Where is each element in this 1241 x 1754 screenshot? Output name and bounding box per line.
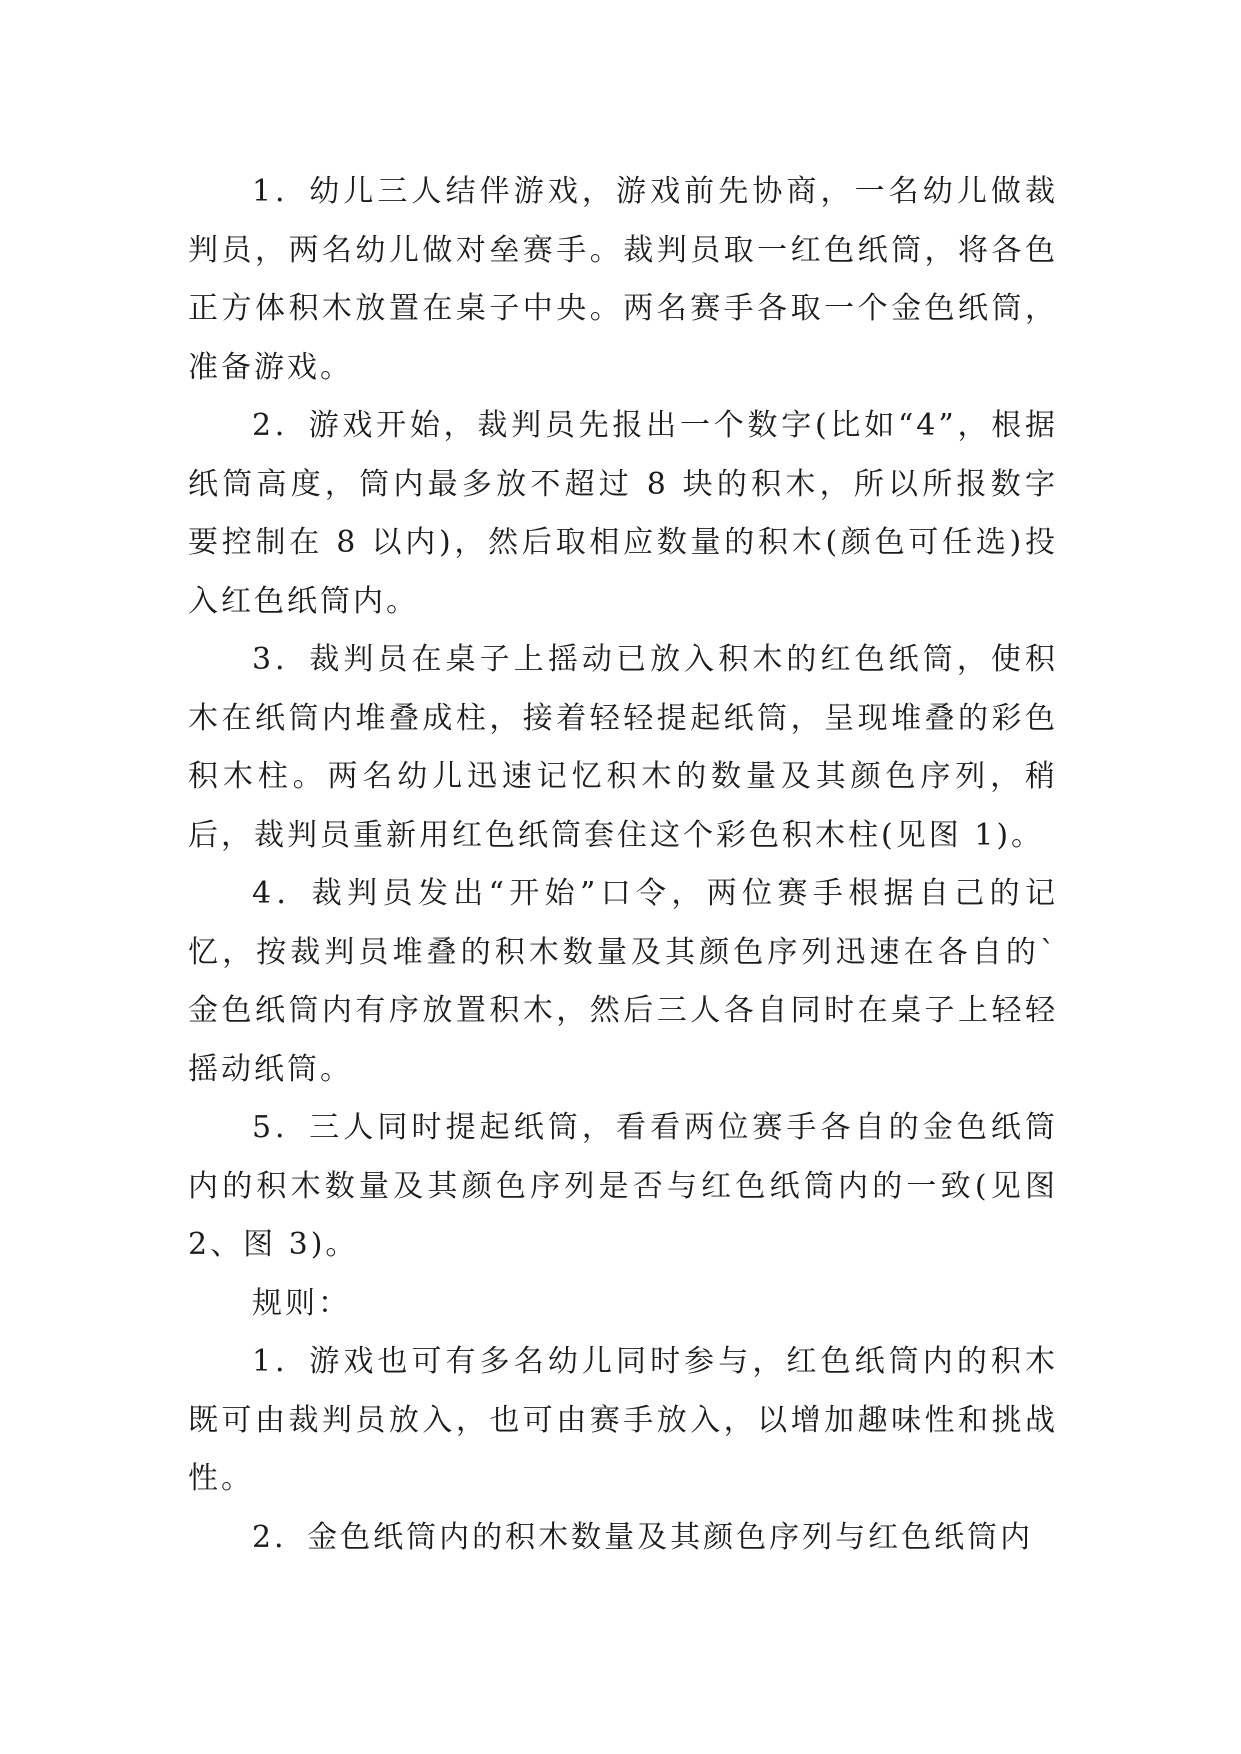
step-5-paragraph: 5．三人同时提起纸筒，看看两位赛手各自的金色纸筒内的积木数量及其颜色序列是否与红色纸筒内的一致(见图 2、图 3)。 (188, 1110, 1058, 1262)
rule-2-paragraph: 2．金色纸筒内的积木数量及其颜色序列与红色纸筒内 (252, 1519, 1034, 1555)
step-2-paragraph: 2．游戏开始，裁判员先报出一个数字(比如“4”，根据纸筒高度，筒内最多放不超过 8 块的积木，所以所报数字要控制在 8 以内)，然后取相应数量的积木(颜色可任选)投入红色纸筒内。 (188, 408, 1058, 619)
rule-1-paragraph: 1．游戏也可有多名幼儿同时参与，红色纸筒内的积木既可由裁判员放入，也可由赛手放入，以增加趣味性和挑战性。 (188, 1344, 1058, 1496)
step-4-paragraph: 4．裁判员发出“开始”口令，两位赛手根据自己的记忆，按裁判员堆叠的积木数量及其颜色序列迅速在各自的`金色纸筒内有序放置积木，然后三人各自同时在桌子上轻轻摇动纸筒。 (188, 876, 1058, 1087)
document-body (188, 163, 1058, 1567)
step-1-paragraph: 1．幼儿三人结伴游戏，游戏前先协商，一名幼儿做裁判员，两名幼儿做对垒赛手。裁判员取一红色纸筒，将各色正方体积木放置在桌子中央。两名赛手各取一个金色纸筒，准备游戏。 (188, 174, 1058, 385)
rules-heading: 规则： (252, 1285, 351, 1321)
step-3-paragraph: 3．裁判员在桌子上摇动已放入积木的红色纸筒，使积木在纸筒内堆叠成柱，接着轻轻提起纸筒，呈现堆叠的彩色积木柱。两名幼儿迅速记忆积木的数量及其颜色序列，稍后，裁判员重新用红色纸筒套住这个彩色积木柱(见图 1)。 (188, 642, 1058, 853)
